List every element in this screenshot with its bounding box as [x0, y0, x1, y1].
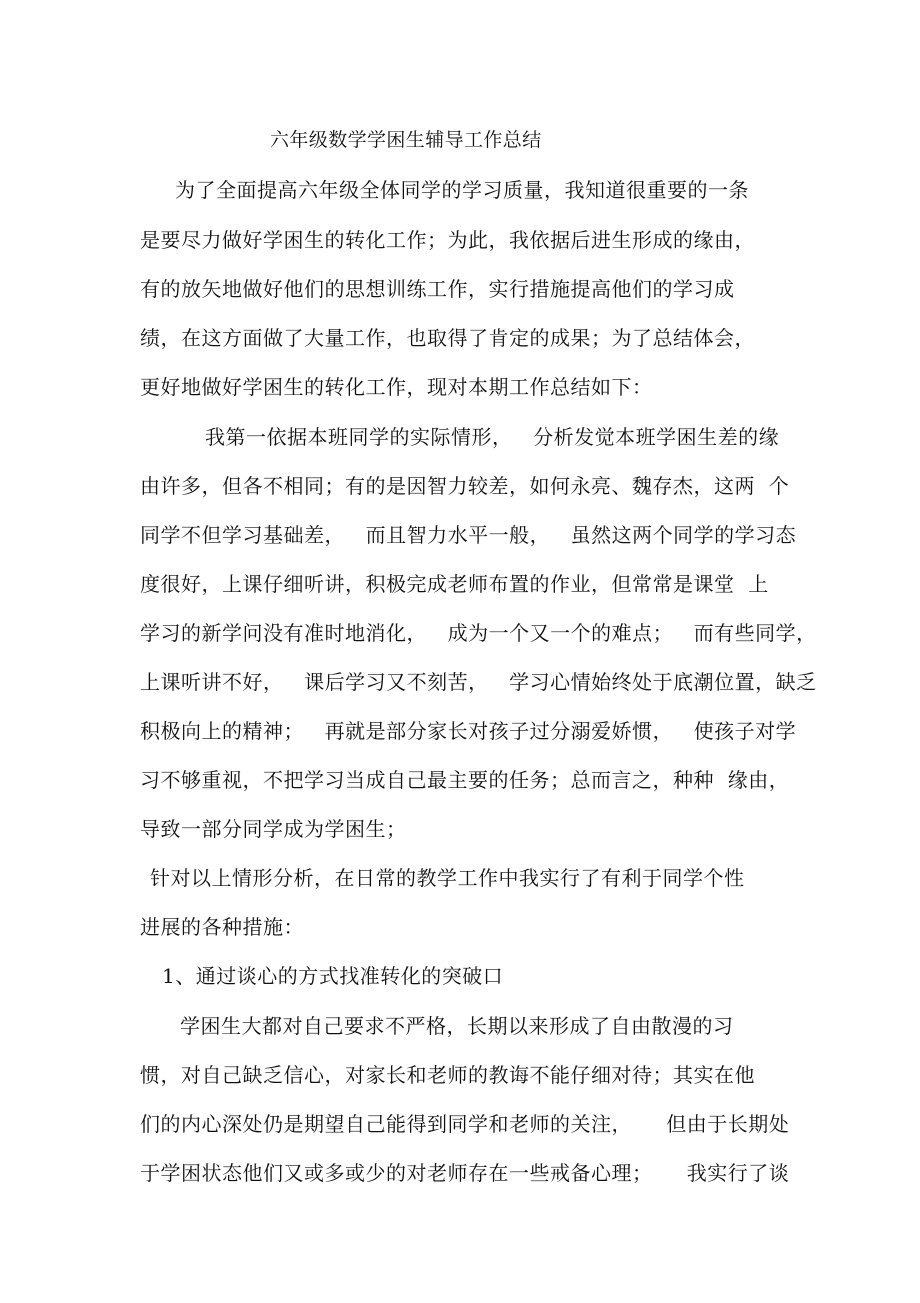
paragraph-line: 积极向上的精神； 再就是部分家长对孩子过分溺爱娇惯， 使孩子对学: [140, 719, 797, 743]
paragraph-line: 学习的新学问没有准时地消化， 成为一个又一个的难点； 而有些同学，: [140, 621, 817, 645]
section-heading: 1、通过谈心的方式找准转化的突破口: [162, 964, 504, 988]
paragraph-line: 们的内心深处仍是期望自己能得到同学和老师的关注， 但由于长期处: [140, 1112, 790, 1136]
paragraph-line: 更好地做好学困生的转化工作，现对本期工作总结如下：: [140, 375, 653, 399]
paragraph-line: 有的放矢地做好他们的思想训练工作，实行措施提高他们的学习成: [140, 277, 735, 301]
document-title: 六年级数学学困生辅导工作总结: [270, 129, 542, 151]
paragraph-line: 学困生大都对自己要求不严格，长期以来形成了自由散漫的习: [180, 1014, 734, 1038]
paragraph-line: 为了全面提高六年级全体同学的学习质量，我知道很重要的一条: [175, 178, 749, 202]
paragraph-line: 进展的各种措施：: [140, 915, 304, 939]
paragraph-line: 上课听讲不好， 课后学习又不刻苦， 学习心情始终处于底潮位置，缺乏: [140, 670, 817, 694]
paragraph-line: 绩，在这方面做了大量工作，也取得了肯定的成果；为了总结体会，: [140, 326, 755, 350]
paragraph-line: 由许多，但各不相同；有的是因智力较差，如何永亮、魏存杰，这两 个: [140, 474, 790, 498]
paragraph-line: 于学困状态他们又或多或少的对老师存在一些戒备心理； 我实行了谈: [140, 1161, 790, 1185]
paragraph-line: 针对以上情形分析，在日常的教学工作中我实行了有利于同学个性: [150, 866, 745, 890]
paragraph-line: 我第一依据本班同学的实际情形， 分析发觉本班学困生差的缘: [205, 425, 780, 449]
paragraph-line: 习不够重视，不把学习当成自己最主要的任务；总而言之，种种 缘由，: [140, 768, 790, 792]
paragraph-line: 导致一部分同学成为学困生；: [140, 817, 407, 841]
paragraph-line: 同学不但学习基础差， 而且智力水平一般， 虽然这两个同学的学习态: [140, 523, 797, 547]
paragraph-line: 惯，对自己缺乏信心，对家长和老师的教诲不能仔细对待；其实在他: [140, 1063, 755, 1087]
paragraph-line: 度很好，上课仔细听讲，积极完成老师布置的作业，但常常是课堂 上: [140, 572, 769, 596]
paragraph-line: 是要尽力做好学困生的转化工作；为此，我依据后进生形成的缘由，: [140, 228, 755, 252]
